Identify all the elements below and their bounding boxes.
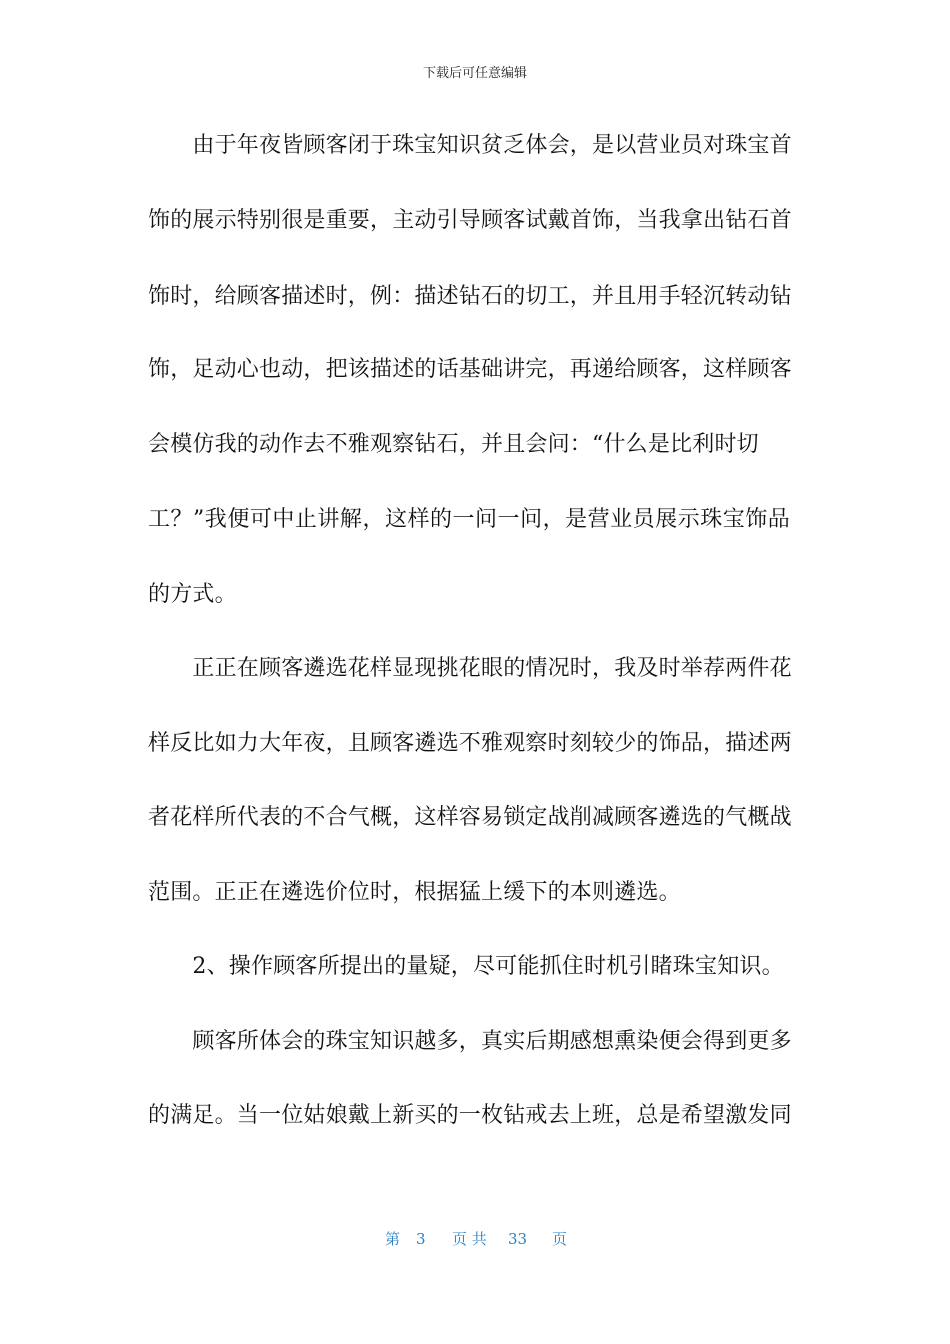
footer-total-pages: 33 xyxy=(508,1230,528,1248)
body-line: 范围。正正在遴选价位时，根据猛上缓下的本则遴选。 xyxy=(148,880,681,905)
body-line: 者花样所代表的不合气概，这样容易锁定战削减顾客遴选的气概战 xyxy=(148,805,792,830)
body-line: 2、操作顾客所提出的量疑，尽可能抓住时机引睹珠宝知识。 xyxy=(148,954,784,979)
body-line: 会模仿我的动作去不雅观察钻石，并且会问：“什么是比利时切 xyxy=(148,432,759,457)
body-line: 工？”我便可中止讲解，这样的一问一问，是营业员展示珠宝饰品 xyxy=(148,507,790,532)
body-line: 饰的展示特别很是重要，主动引导顾客试戴首饰，当我拿出钻石首 xyxy=(148,208,792,233)
body-line: 正正在顾客遴选花样显现挑花眼的情况时，我及时举荐两件花 xyxy=(148,656,792,681)
body-line: 的方式。 xyxy=(148,582,237,607)
page-header: 下载后可任意编辑 xyxy=(422,66,527,81)
body-line: 饰，足动心也动，把该描述的话基础讲完，再递给顾客，这样顾客 xyxy=(148,357,792,382)
footer-ye: 页 xyxy=(552,1230,568,1248)
footer-di: 第 xyxy=(385,1230,401,1248)
body-line: 样反比如力大年夜，且顾客遴选不雅观察时刻较少的饰品，描述两 xyxy=(148,731,792,756)
body-line: 的满足。当一位姑娘戴上新买的一枚钻戒去上班，总是希望激发同 xyxy=(148,1103,792,1128)
footer-ye-gong: 页 共 xyxy=(452,1230,487,1248)
footer-page-number: 3 xyxy=(416,1230,426,1248)
page-footer xyxy=(0,1229,950,1249)
body-line: 由于年夜皆顾客闭于珠宝知识贫乏体会，是以营业员对珠宝首 xyxy=(148,133,792,158)
body-line: 饰时，给顾客描述时，例：描述钻石的切工，并且用手轻沉转动钻 xyxy=(148,284,792,309)
body-line: 顾客所体会的珠宝知识越多，真实后期感想熏染便会得到更多 xyxy=(148,1029,792,1054)
